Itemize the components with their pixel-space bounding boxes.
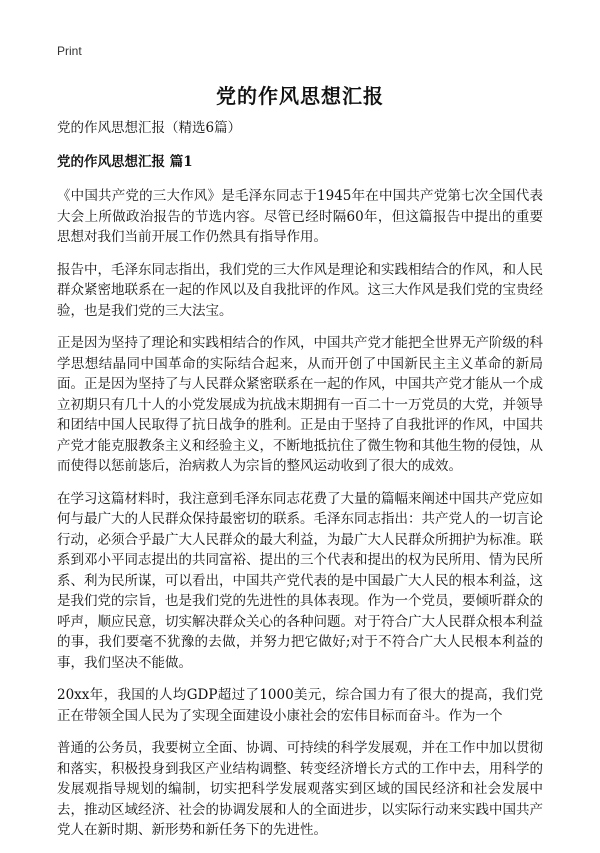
paragraph-1: 《中国共产党的三大作风》是毛泽东同志于1945年在中国共产党第七次全国代表大会上所做政治报告的节选内容。尽管已经时隔60年，但这篇报告中提出的重要思想对我们当前开展工作仍然具有指导作用。 [57,188,543,245]
paragraph-5: 20xx年，我国的人均GDP超过了1000美元，综合国力有了很大的提高，我们党正在带领全国人民为了实现全面建设小康社会的宏伟目标而奋斗。作为一个 [57,687,543,724]
paragraph-4: 在学习这篇材料时，我注意到毛泽东同志花费了大量的篇幅来阐述中国共产党应如何与最广大的人民群众保持最密切的联系。毛泽东同志指出：共产党人的一切言论行动，必须合乎最广大人民群众的最大利益，为最广大人民群众所拥护为标准。联系到邓小平同志提出的共同富裕、提出的三个代表和提出的权为民所用、情为民所系、利为民所谋，可以看出，中国共产党代表的是中国最广大人民的根本利益，这是我们党的宗旨，也是我们党的先进性的具体表现。作为一个党员，要倾听群众的呼声，顺应民意，切实解决群众关心的各种问题。对于符合广大人民群众根本利益的事，我们要毫不犹豫的去做，并努力把它做好;对于不符合广大人民根本利益的事，我们坚决不能做。 [57,490,543,671]
print-label: Print [57,44,82,58]
paragraph-6: 普通的公务员，我要树立全面、协调、可持续的科学发展观，并在工作中加以贯彻和落实，积极投身到我区产业结构调整、转变经济增长方式的工作中去，用科学的发展观指导规划的编制，切实把科学发展观落实到区域的国民经济和社会发展中去，推动区域经济、社会的协调发展和人的全面进步，以实际行动来实践中国共产党人在新时期、新形势和新任务下的先进性。 [57,740,543,838]
document-title: 党的作风思想汇报 [216,84,384,108]
paragraph-2: 报告中，毛泽东同志指出，我们党的三大作风是理论和实践相结合的作风，和人民群众紧密地联系在一起的作风以及自我批评的作风。这三大作风是我们党的宝贵经验，也是我们党的三大法宝。 [57,261,543,319]
document-body [57,118,543,853]
paragraph-3: 正是因为坚持了理论和实践相结合的作风，中国共产党才能把全世界无产阶级的科学思想结晶同中国革命的实际结合起来，从而开创了中国新民主主义革命的新局面。正是因为坚持了与人民群众紧密联系在一起的作风，中国共产党才能从一个成立初期只有几十人的小党发展成为抗战末期拥有一百二十一万党员的大党，并领导和团结中国人民取得了抗日战争的胜利。正是由于坚持了自我批评的作风，中国共产党才能克服教条主义和经验主义，不断地抵抗住了微生物和其他生物的侵蚀，从而使得以惩前毖后，治病救人为宗旨的整风运动收到了很大的成效。 [57,335,543,474]
section-heading: 党的作风思想汇报 篇1 [57,154,193,170]
document-subtitle: 党的作风思想汇报（精选6篇） [57,120,242,136]
